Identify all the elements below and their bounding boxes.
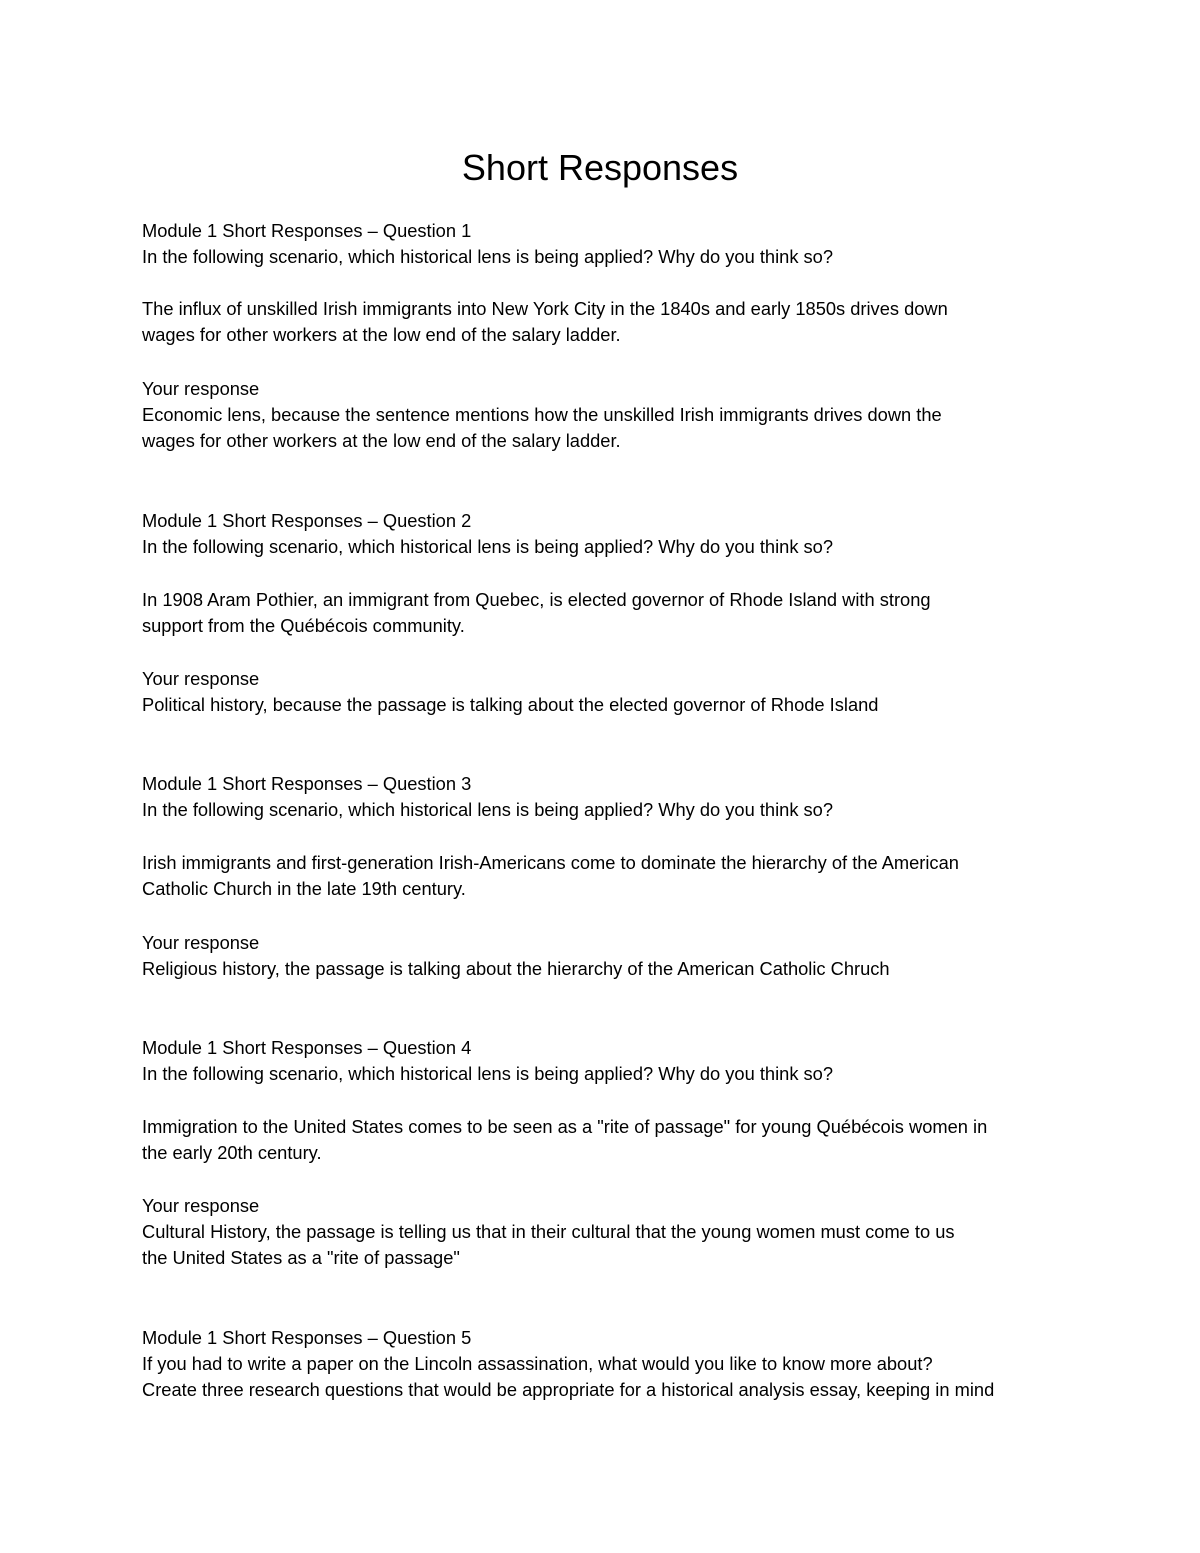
question-1-scenario-line-2: wages for other workers at the low end of the salary ladder. — [142, 324, 621, 345]
question-4-scenario-line-2: the early 20th century. — [142, 1142, 322, 1163]
question-2-prompt: In the following scenario, which historical lens is being applied? Why do you think so? — [142, 536, 834, 557]
question-2-heading: Module 1 Short Responses – Question 2 — [142, 510, 472, 531]
question-2-scenario-line-2: support from the Québécois community. — [142, 615, 465, 636]
question-3-scenario-line-1: Irish immigrants and first-generation Irish-Americans come to dominate the hierarchy of the American — [142, 852, 959, 873]
question-4-response-label: Your response — [142, 1195, 260, 1216]
question-2-response-line-1: Political history, because the passage is talking about the elected governor of Rhode Island — [142, 694, 879, 715]
question-1-response-line-2: wages for other workers at the low end of the salary ladder. — [142, 430, 621, 451]
question-3-scenario-line-2: Catholic Church in the late 19th century. — [142, 878, 466, 899]
question-1-scenario-line-1: The influx of unskilled Irish immigrants into New York City in the 1840s and early 1850s drives down — [142, 298, 948, 319]
question-2-response-label: Your response — [142, 668, 260, 689]
question-4-response-line-2: the United States as a "rite of passage" — [142, 1247, 460, 1268]
question-1-response-label: Your response — [142, 378, 260, 399]
page-title: Short Responses — [461, 147, 739, 188]
question-4-prompt: In the following scenario, which historical lens is being applied? Why do you think so? — [142, 1063, 834, 1084]
question-3-prompt: In the following scenario, which historical lens is being applied? Why do you think so? — [142, 799, 834, 820]
question-3-response-label: Your response — [142, 932, 260, 953]
question-4-scenario-line-1: Immigration to the United States comes to be seen as a "rite of passage" for young Québécois women in — [142, 1116, 988, 1137]
question-1-response-line-1: Economic lens, because the sentence mentions how the unskilled Irish immigrants drives down the — [142, 404, 942, 425]
question-5-heading: Module 1 Short Responses – Question 5 — [142, 1327, 472, 1348]
question-1-prompt: In the following scenario, which historical lens is being applied? Why do you think so? — [142, 246, 834, 267]
question-3-heading: Module 1 Short Responses – Question 3 — [142, 773, 472, 794]
question-3-response-line-1: Religious history, the passage is talking about the hierarchy of the American Catholic Chruch — [142, 958, 890, 979]
question-4-response-line-1: Cultural History, the passage is telling us that in their cultural that the young women must come to us — [142, 1221, 955, 1242]
question-2-scenario-line-1: In 1908 Aram Pothier, an immigrant from Quebec, is elected governor of Rhode Island with strong — [142, 589, 931, 610]
question-5-prompt-line-1: If you had to write a paper on the Lincoln assassination, what would you like to know more about? — [142, 1353, 933, 1374]
question-4-heading: Module 1 Short Responses – Question 4 — [142, 1037, 472, 1058]
question-1-heading: Module 1 Short Responses – Question 1 — [142, 220, 472, 241]
question-5-prompt-line-2: Create three research questions that would be appropriate for a historical analysis essay, keeping in mind — [142, 1379, 995, 1400]
